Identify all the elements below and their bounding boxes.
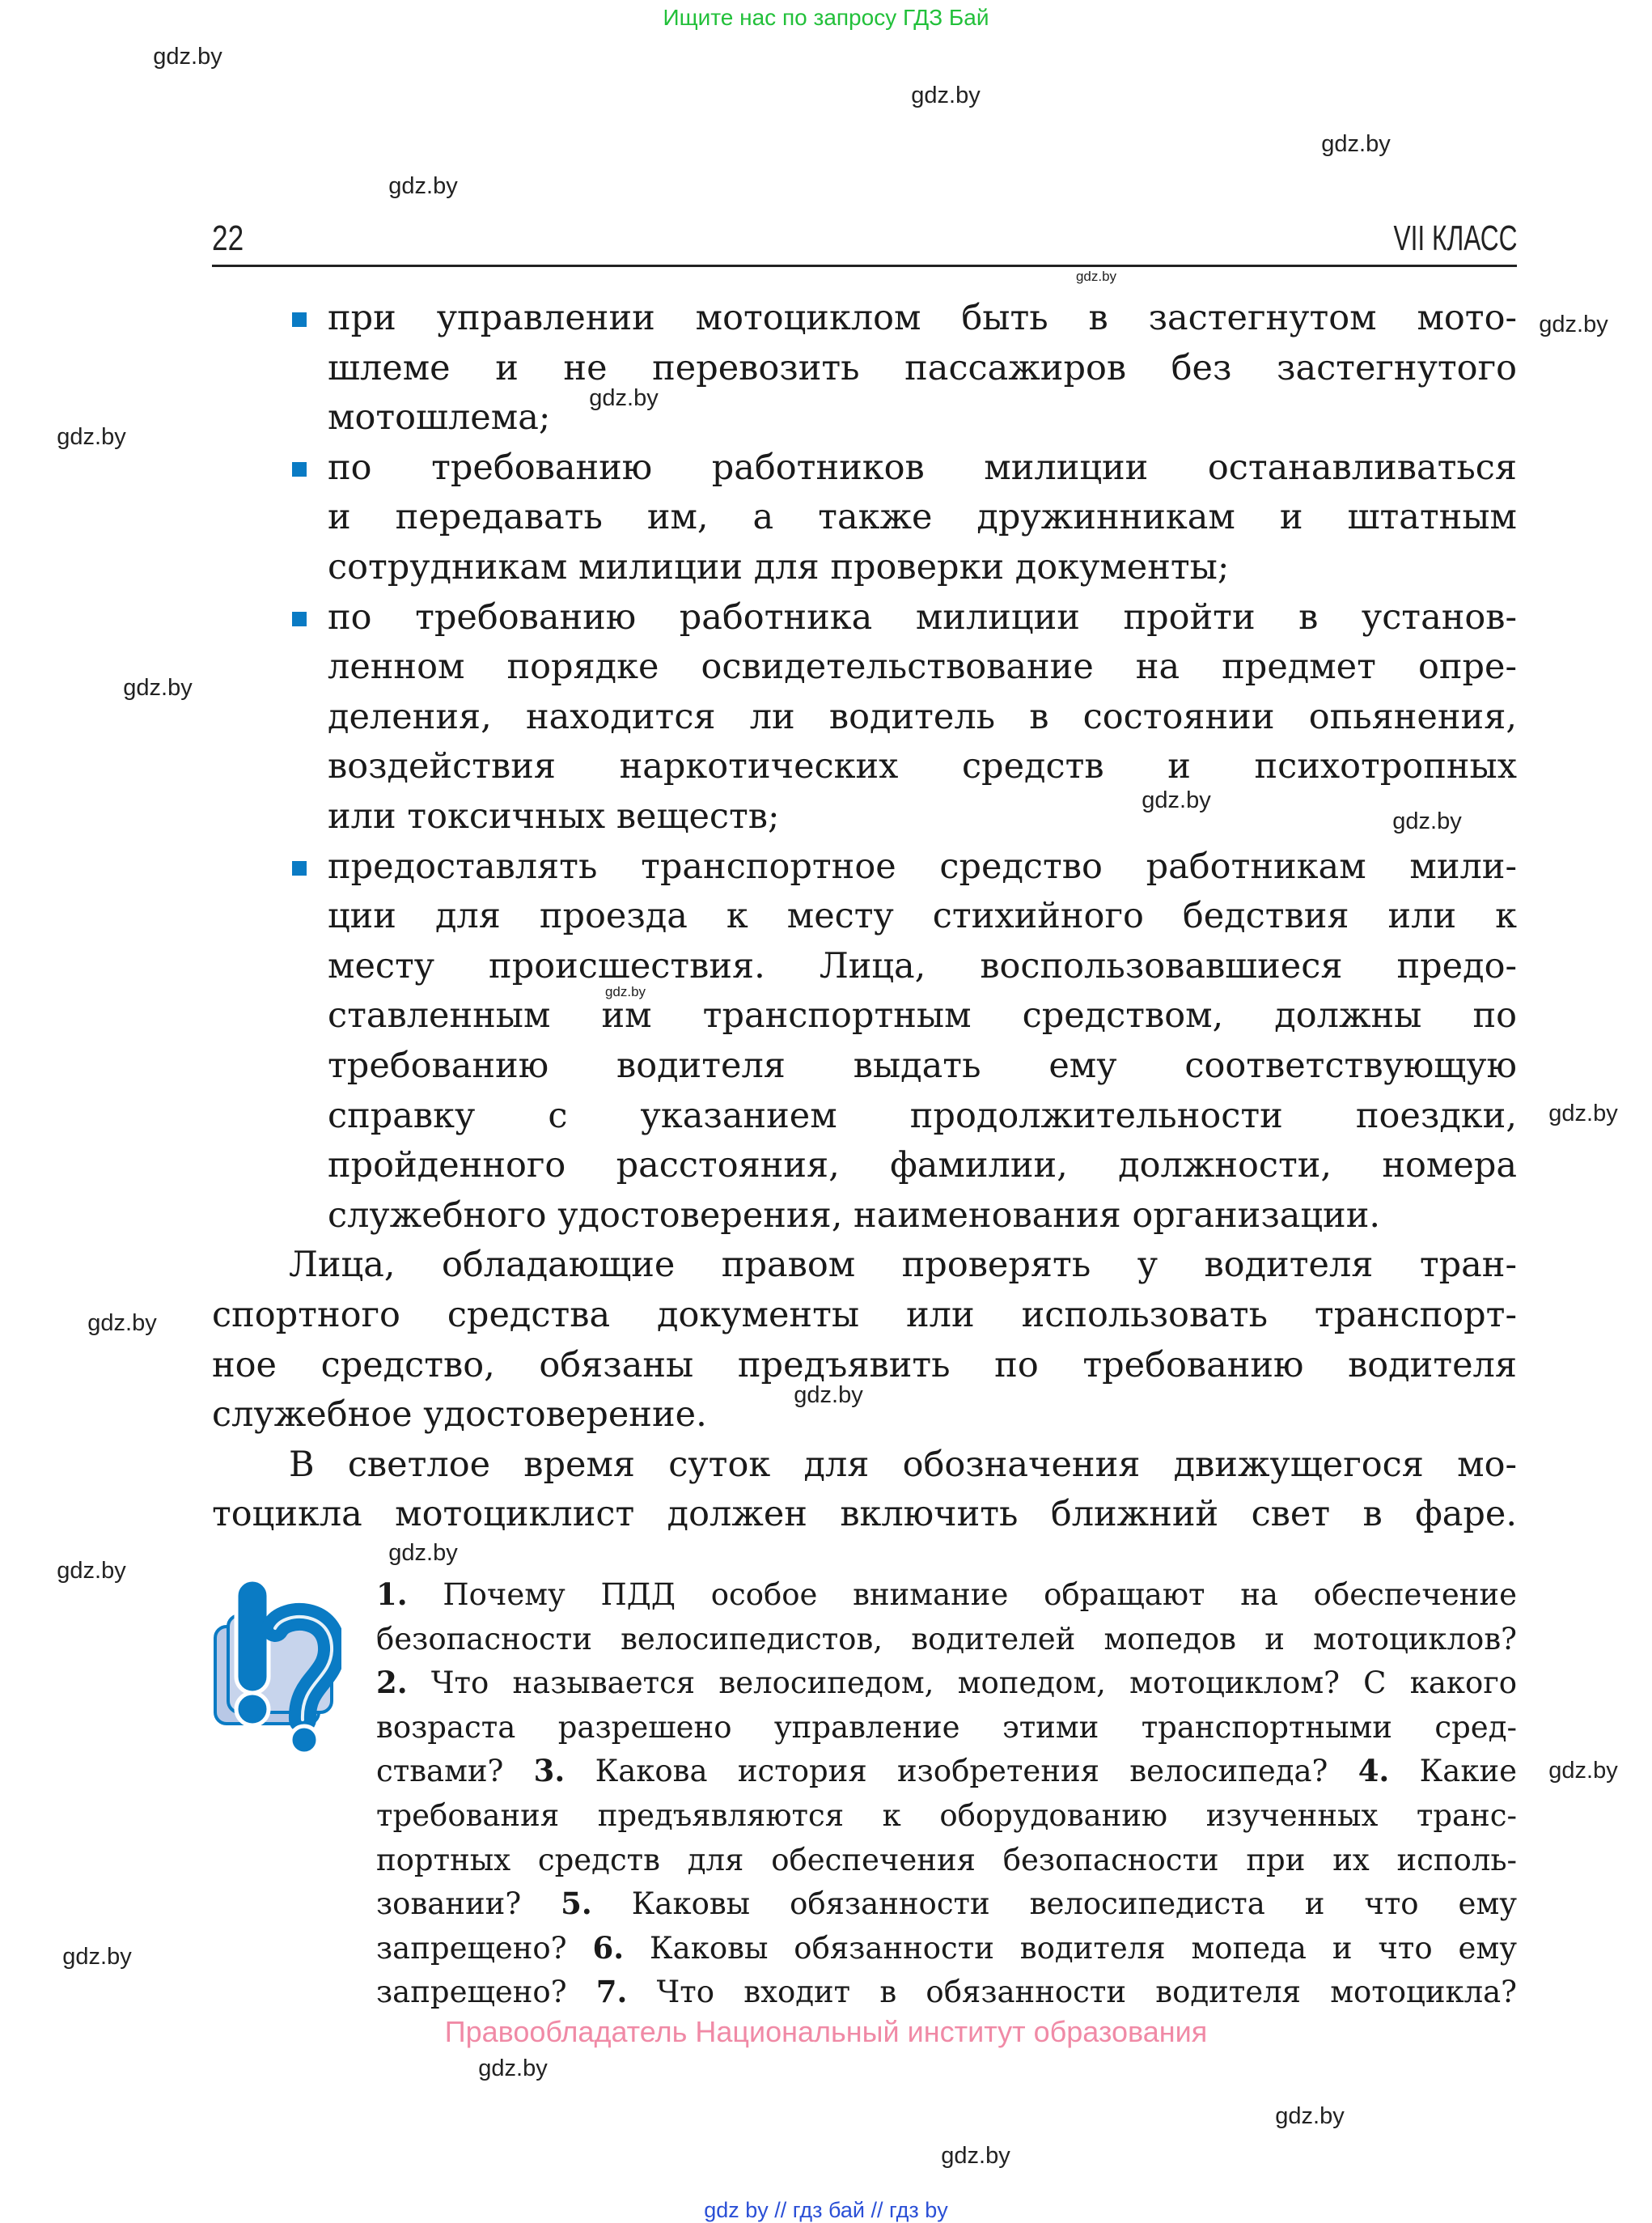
question-text: безопасности велосипедистов, водителей мопедов и мотоциклов? (376, 1621, 1517, 1657)
text-line: при управлении мотоциклом быть в застегнутом мото- (328, 298, 1517, 338)
question-number: 1. (376, 1576, 408, 1612)
watermark: gdz.by (941, 2143, 1010, 2169)
bullet-marker (292, 462, 307, 477)
question-line (376, 1621, 1517, 1657)
bullet-marker (292, 312, 307, 327)
question-text: Почему ПДД особое внимание обращают на обеспечение (407, 1577, 1517, 1612)
question-number: 2. (376, 1665, 408, 1701)
text-line: ленном порядке освидетельствование на предмет опре- (328, 647, 1517, 688)
watermark: gdz.by (388, 173, 458, 199)
question-number: 4. (1358, 1753, 1390, 1789)
question-text: требования предъявляются к оборудованию изученных транс- (376, 1798, 1517, 1833)
question-line (376, 1753, 1517, 1789)
watermark: gdz.by (1321, 131, 1391, 157)
question-text: Каковы обязанности водителя мопеда и что ему (624, 1930, 1517, 1966)
question-text: Что называется велосипедом, мопедом, мотоциклом? С какого (407, 1665, 1517, 1701)
watermark: gdz.by (62, 1944, 132, 1970)
text-line: шлеме и не перевозить пассажиров без застегнутого (328, 347, 1517, 388)
question-text: ствами? (376, 1754, 534, 1789)
question-line (376, 1798, 1517, 1833)
footer-links[interactable]: gdz by // гдз бай // гдз by (704, 2198, 948, 2222)
question-line (376, 1974, 1518, 2010)
watermark: gdz.by (1075, 269, 1117, 284)
question-line (376, 1576, 1517, 1612)
text-line: мотошлема; (328, 397, 551, 439)
question-number: 7. (595, 1974, 628, 2010)
bullet-marker (292, 612, 307, 626)
watermark: gdz.by (604, 984, 646, 999)
question-number: 6. (592, 1929, 625, 1966)
question-text: возраста разрешено управление этими транспортными сред- (376, 1709, 1517, 1745)
question-text: Каковы обязанности велосипедиста и что ему (591, 1886, 1517, 1922)
page-number: 22 (212, 218, 244, 258)
watermark: gdz.by (794, 1382, 863, 1408)
header-rule (212, 265, 1517, 267)
watermark: gdz.by (57, 1558, 126, 1584)
watermark: gdz.by (1392, 808, 1462, 834)
question-text: запрещено? (376, 1975, 596, 2010)
text-line: ное средство, обязаны предъявить по требованию водителя (212, 1344, 1517, 1385)
watermark: gdz.by (1539, 312, 1608, 337)
watermark: gdz.by (153, 44, 222, 70)
text-line: требованию водителя выдать ему соответствующую (328, 1046, 1517, 1086)
question-line (376, 1886, 1517, 1922)
watermark: gdz.by (388, 1540, 458, 1566)
text-line: Лица, обладающие правом проверять у водителя тран- (289, 1245, 1517, 1286)
text-line: по требованию работника милиции пройти в установ- (328, 596, 1517, 638)
watermark: gdz.by (1548, 1101, 1618, 1126)
text-line: служебное удостоверение. (212, 1394, 707, 1436)
question-text: Какова история изобретения велосипеда? (565, 1754, 1358, 1789)
question-line (376, 1842, 1517, 1877)
question-line (376, 1665, 1517, 1701)
watermark: gdz.by (589, 385, 659, 411)
watermark: gdz.by (87, 1310, 157, 1336)
question-text: Что входит в обязанности водителя мотоцикла? (627, 1975, 1518, 2010)
text-line: справку с указанием продолжительности поездки, (328, 1095, 1517, 1136)
text-line: воздействия наркотических средств и психотропных (328, 746, 1517, 787)
question-number: 3. (533, 1753, 565, 1789)
watermark: gdz.by (123, 675, 193, 701)
text-line: сотрудникам милиции для проверки документы; (328, 547, 1230, 588)
watermark: gdz.by (1548, 1758, 1618, 1784)
text-line: по требованию работников милиции останавливаться (328, 447, 1517, 488)
question-line (376, 1709, 1517, 1745)
question-text: запрещено? (376, 1930, 593, 1966)
text-line: и передавать им, а также дружинникам и штатным (328, 497, 1517, 538)
question-text: зовании? (376, 1886, 561, 1922)
watermark: gdz.by (1275, 2103, 1345, 2129)
text-line: предоставлять транспортное средство работникам мили- (328, 846, 1517, 887)
watermark: gdz.by (1142, 787, 1211, 813)
exclamation-question-icon (212, 1578, 341, 1756)
text-line: ции для проезда к месту стихийного бедствия или к (328, 896, 1517, 937)
question-number: 5. (561, 1886, 592, 1922)
watermark: gdz.by (478, 2055, 548, 2081)
text-line: служебного удостоверения, наименования организации. (328, 1194, 1381, 1236)
watermark: gdz.by (911, 83, 981, 108)
text-line: пройденного расстояния, фамилии, должности, номера (328, 1145, 1517, 1186)
question-line (376, 1929, 1517, 1966)
question-text: портных средств для обеспечения безопасности при их исполь- (376, 1842, 1517, 1877)
text-line: спортного средства документы или использовать транспорт- (212, 1295, 1517, 1335)
text-line: месту происшествия. Лица, воспользовавшиеся предо- (328, 945, 1517, 986)
class-label: VII КЛАСС (1393, 218, 1517, 258)
text-line: или токсичных веществ; (328, 796, 780, 837)
rights-holder-footer: Правообладатель Национальный институт образования (444, 2015, 1208, 2048)
text-line: деления, находится ли водитель в состоянии опьянения, (328, 696, 1517, 737)
question-text: Какие (1389, 1754, 1517, 1789)
text-line: тоцикла мотоциклист должен включить ближний свет в фаре. (212, 1494, 1517, 1535)
text-line: В светлое время суток для обозначения движущегося мо- (289, 1444, 1517, 1485)
text-line: ставленным им транспортным средством, должны по (328, 995, 1517, 1037)
bullet-marker (292, 861, 307, 876)
search-banner: Ищите нас по запросу ГДЗ Бай (663, 5, 989, 30)
watermark: gdz.by (57, 424, 126, 450)
